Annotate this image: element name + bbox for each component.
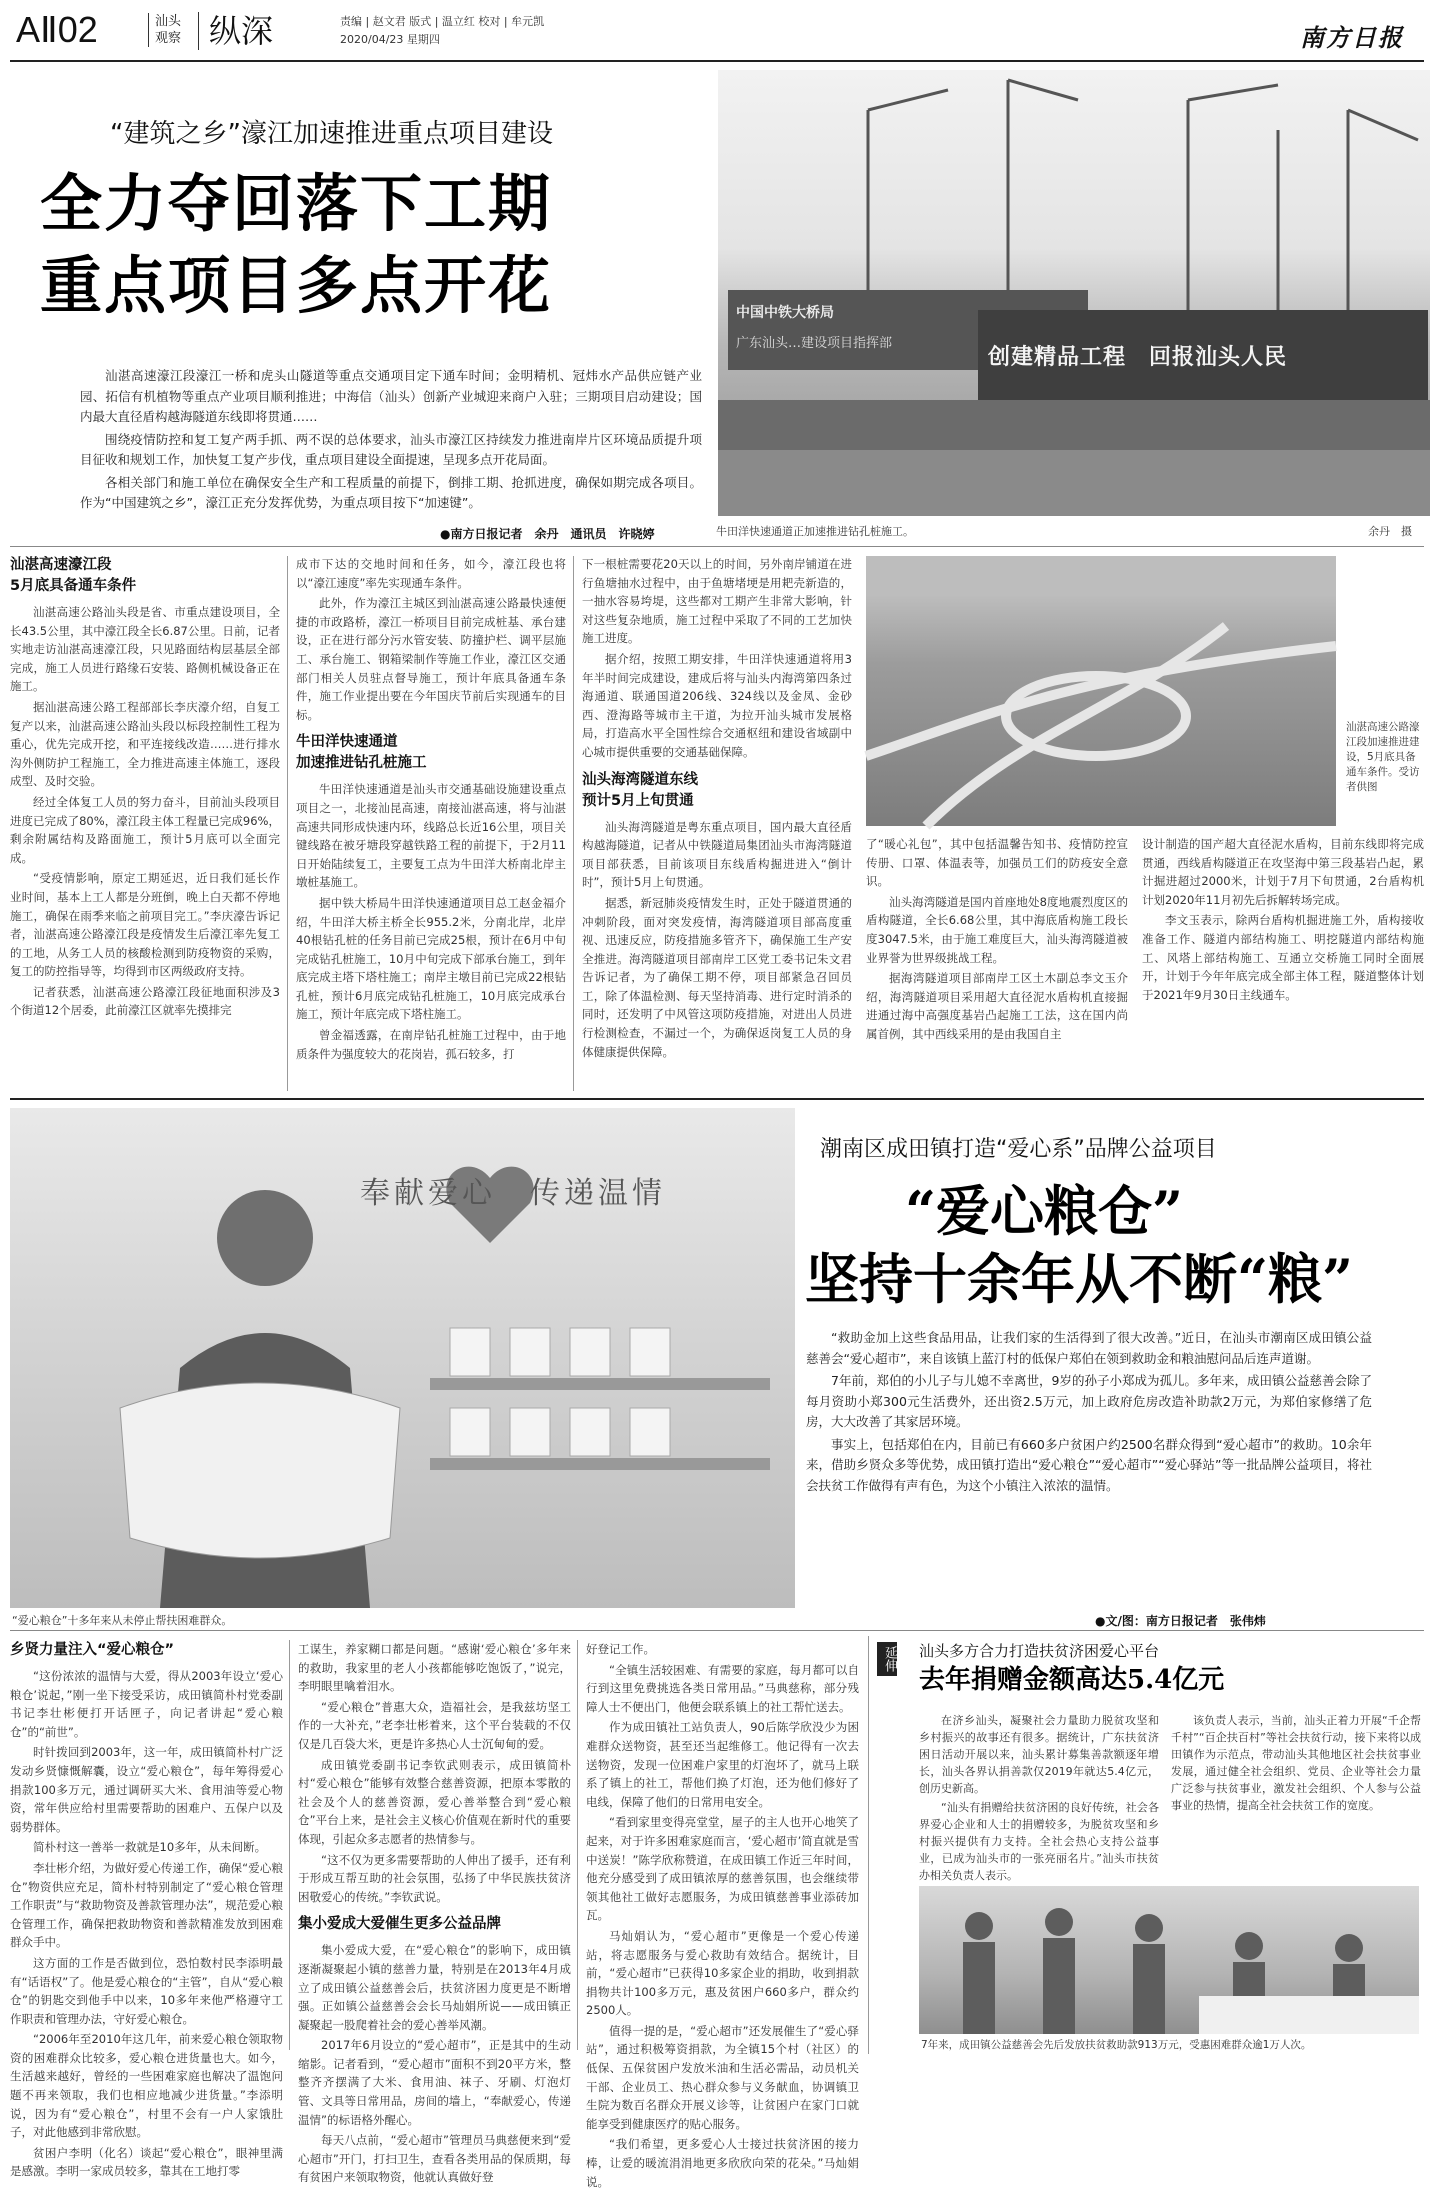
story1-lead xyxy=(80,366,702,516)
story3-p3: 该负责人表示，当前，汕头正着力开展“千企帮千村”“百企扶百村”等社会扶贫行动，接下来将以成田镇作为示范点，带动汕头其他地区社会扶贫事业发展，通过健全社会组织、党员、企业等社会力量广泛参与扶贫事业，激发社会组织、个人参与公益事业的热情，提高全社会扶贫工作的宽度。 xyxy=(1171,1714,1421,1812)
story3-headline: 去年捐赠金额高达5.4亿元 xyxy=(919,1665,1225,1695)
story3-kicker: 汕头多方合力打造扶贫济困爱心平台 xyxy=(919,1642,1160,1660)
story1-col2 xyxy=(296,555,566,1095)
story1-photo-credit: 余丹 摄 xyxy=(1368,525,1412,538)
story2-photo xyxy=(10,1108,795,1608)
story1-col2-p2: 此外，作为濠江主城区到汕湛高速公路最快速便捷的市政路桥，濠江一桥项目目前完成桩基、承台建设，正在进行部分污水管安装、防撞护栏、调平层施工、承台施工、钢箱梁制作等施工作业，濠江区交通部门相关人员驻点督导施工，预计年底具备通车条件，施工作业提出要在今年国庆节前后实现通车的目标。 xyxy=(296,596,566,722)
story2-lead-p1: “救助金加上这些食品用品，让我们家的生活得到了很大改善。”近日，在汕头市潮南区成田镇公益慈善会“爱心超市”，来自该镇上蓝汀村的低保户郑伯在领到救助金和粮油慰问品后连声道谢。 xyxy=(806,1330,1372,1366)
story2-col1 xyxy=(10,1640,283,2179)
story1-col3-p1: 下一根桩需要花20天以上的时间，另外南岸铺道在进行鱼塘抽水过程中，由于鱼塘堵埂是用耙壳新造的，一抽水容易垮堤，这些都对工期产生非常大影响，针对这些复杂地质，施工过程中采取了不同的工艺加快施工进度。 xyxy=(582,557,852,646)
photo-banner-left: 中国中铁大桥局 xyxy=(736,305,834,321)
col-rule xyxy=(287,556,288,1091)
story2-c2-p4: “这不仅为更多需要帮助的人伸出了援手，还有利于形成互帮互助的社会氛围，弘扬了中华民族扶贫济困敬爱心的传统。”李钦武说。 xyxy=(298,1852,571,1904)
story1-col4-p3: 据海湾隧道项目部南岸工区土木副总李文玉介绍，海湾隧道项目采用超大直径泥水盾构机直接掘进通过海中高强度基岩凸起施工工法，这在国内尚属首例，其中西线采用的是由我国自主 xyxy=(866,971,1128,1041)
story1-col2-sub-line2: 加速推进钻孔桩施工 xyxy=(296,755,427,772)
story3-p1: 在济乡汕头，凝聚社会力量助力脱贫攻坚和乡村振兴的故事还有很多。据统计，广东扶贫济困日活动开展以来，汕头累计募集善款额逐年增长，汕头各界认捐善款仅2019年就达5.4亿元，创历史新高。 xyxy=(919,1714,1159,1795)
editors: 责编 | 赵文君 版式 | 温立红 校对 | 牟元凯 xyxy=(340,15,545,28)
story1-main-photo xyxy=(718,70,1430,516)
construction-scene-graphic xyxy=(718,70,1430,516)
story2-c3-p4: “看到家里变得亮堂堂，屋子的主人也开心地笑了起来，对于许多困难家庭而言，‘爱心超市’简直就是雪中送炭！”陈学欣称赞道，在成田镇工作近三年时间，他充分感受到了成田镇浓厚的慈善氛围，也会继续带领其他社工做好志愿服务，为成田镇慈善事业添砖加瓦。 xyxy=(586,1815,859,1923)
story1-col1-sub-line1: 汕湛高速濠江段 xyxy=(10,557,112,573)
story1-col1-p4: “受疫情影响，原定工期延迟，近日我们延长作业时间，基本上工人都是分班倒，晚上白天都不停地施工，确保在雨季来临之前项目完工。”李庆濠告诉记者，汕湛高速公路濠江段是疫情发生后濠江率先复工的工地，从务工人员的核酸检测到防疫物资的采购，复工的防控指导等，均得到市区两级政府支持。 xyxy=(10,871,280,979)
story2-c3-p1: 好登记工作。 xyxy=(586,1642,655,1656)
story1-col5-p2: 李文玉表示，除两台盾构机掘进施工外，盾构接收准备工作、隧道内部结构施工、明挖隧道内部结构施工、风塔上部结构施工、互通立交桥施工同时全面展开，计划于今年年底完成全部主体工程，隧道整体计划于2021年9月30日主线通车。 xyxy=(1142,913,1424,1002)
page-header xyxy=(0,0,1434,58)
masthead: 南方日报 xyxy=(1300,23,1404,52)
story2-headline-2: 坚持十余年从不断“粮” xyxy=(805,1247,1354,1311)
story1-col2-p3: 牛田洋快速通道是汕头市交通基础设施建设重点项目之一，北接汕昆高速，南接汕湛高速，将与汕湛高速共同形成快速内环，线路总长近16公里，项目关键线路在被牙塘段穿越铁路工程的前提下，于2月11日开始陆续复工，主要复工点为牛田洋大桥南北岸主墩桩基施工。 xyxy=(296,782,566,890)
story1-col4 xyxy=(866,835,1128,1095)
story1-col3-sub-line1: 汕头海湾隧道东线 xyxy=(582,771,698,788)
story1-col3-p4: 据悉，新冠肺炎疫情发生时，正处于隧道贯通的冲刺阶段，面对突发疫情，海湾隧道项目部高度重视、迅速反应，防疫措施多管齐下，确保施工生产安全推进。海湾隧道项目部南岸工区党工委书记朱文君告诉记者，为了确保工期不停，项目部紧急召回员工，除了体温检测、每天坚持消毒、进行定时消杀的同时，还发明了中风管这项防疫措施，对进出人员进行检测检查，不漏过一个，为确保返岗复工人员的身体健康提供保障。 xyxy=(582,895,852,1059)
story2-c2-p6: 2017年6月设立的“爱心超市”，正是其中的生动缩影。记者看到，“爱心超市”面积不到20平方米，整整齐齐摆满了大米、食用油、袜子、牙刷、灯泡灯管、文具等日常用品，房间的墙上，“奉献爱心，传递温情”的标语格外醒心。 xyxy=(298,2038,571,2127)
section-title: 纵深 xyxy=(198,12,273,50)
story2-col2 xyxy=(298,1640,571,2185)
col-rule xyxy=(577,1640,578,2050)
story1-col5-p1: 设计制造的国产超大直径泥水盾构，目前东线即将完成贯通，西线盾构隧道正在攻坚海中第三段基岩凸起，累计掘进超过2000米，计划于7月下旬贯通，2台盾构机计划2020年11月初先后拆解转场完成。 xyxy=(1142,837,1424,907)
photo-banner-left2: 广东汕头…建设项目指挥部 xyxy=(736,336,893,351)
story1-col5 xyxy=(1142,835,1424,1095)
story1-col1-p1: 汕湛高速公路汕头段是省、市重点建设项目，全长43.5公里，其中濠江段全长6.87公里。日前，记者实地走访汕湛高速濠江段，只见路面结构层基层全部完成，施工人员进行路缘石安装、路侧机械设备正在施工。 xyxy=(10,605,280,694)
story2-c2-p2: “爱心粮仓”普惠大众，造福社会，是我兹坊坚工作的一大补充，”老李壮彬着来，这个平台装载的不仅仅是几百袋大米，更是许多热心人士沉甸甸的爱。 xyxy=(298,1699,571,1751)
col-rule xyxy=(289,1640,290,2050)
story1-col3-sub-line2: 预计5月上旬贯通 xyxy=(582,792,694,809)
story1-col3-subhead xyxy=(582,770,852,812)
section-label xyxy=(148,13,193,47)
story1-headline-1: 全力夺回落下工期 xyxy=(40,167,553,240)
story2-lead-p2: 7年前，郑伯的小儿子与儿媳不幸离世，9岁的孙子小郑成为孤儿。多年来，成田镇公益慈善会除了每月资助小郑300元生活费外，还出资2.5万元，加上政府危房改造补助款2万元，为郑伯家修缮了危房，大大改善了其家居环境。 xyxy=(806,1373,1372,1429)
story2-kicker: 潮南区成田镇打造“爱心系”品牌公益项目 xyxy=(820,1137,1217,1162)
section-top: 汕头 xyxy=(155,14,182,29)
story1-lead-p1: 汕湛高速濠江段濠江一桥和虎头山隧道等重点交通项目定下通车时间；金明精机、冠炜水产品供应链产业园、拓信有机植物等重点产业项目顺利推进；中海信（汕头）创新产业城迎来商户入驻；三期项目启动建设；国内最大直径盾构越海隧道东线即将贯通…… xyxy=(80,368,702,424)
story2-c2-p3: 成田镇党委副书记李钦武则表示，成田镇简朴村“爱心粮仓”能够有效整合慈善资源，把原本零散的社会及个人的慈善资源，爱心善举整合到“爱心粮仓”平台上来，是社会主义核心价值观在新时代的重要体现，引起众多志愿者的热情参与。 xyxy=(298,1757,571,1846)
story2-lead-p3: 事实上，包括郑伯在内，目前已有660多户贫困户约2500名群众得到“爱心超市”的救助。10余年来，借助乡贤众多等优势，成田镇打造出“爱心粮仓”“爱心超市”“爱心驿站”等一批品牌公益项目，将社会扶贫工作做得有声有色，为这个小镇注入浓浓的温情。 xyxy=(806,1436,1372,1493)
section-bottom: 观察 xyxy=(155,31,182,46)
photo-banner-right: 创建精品工程 回报汕头人民 xyxy=(988,345,1288,370)
story2-c1-p4: 李壮彬介绍，为做好爱心传递工作，确保“爱心粮仓”物资供应充足，简朴村特别制定了“爱心粮仓管理工作职责”与“救助物资及善款管理办法”，规范爱心粮仓管理工作，确保把救助物资和善款精准发放到困难群众手中。 xyxy=(10,1860,283,1950)
volunteers-graphic xyxy=(919,1886,1419,2034)
story1-col3 xyxy=(582,555,852,1095)
story2-c1-p1: “这份浓浓的温情与大爱，得从2003年设立‘爱心粮仓’说起，”刚一坐下接受采访，成田镇简朴村党委副书记李壮彬便打开话匣子，向记者讲起“爱心粮仓”的“前世”。 xyxy=(10,1669,283,1739)
story1-col4-p2: 汕头海湾隧道是国内首座地处8度地震烈度区的盾构隧道，全长6.68公里，其中海底盾构施工段长度3047.5米，由于施工难度巨大，汕头海湾隧道被业界誉为世界级挑战工程。 xyxy=(866,894,1128,965)
story1-col2-sub-line1: 牛田洋快速通道 xyxy=(296,734,398,751)
story1-headline-2: 重点项目多点开花 xyxy=(40,249,553,322)
story2-c3-p7: “我们希望，更多爱心人士接过扶贫济困的接力棒，让爱的暖流涓涓地更多欣欣向荣的花朵。”马灿娟说。 xyxy=(586,2137,859,2189)
story2-headline-1: “爱心粮仓” xyxy=(905,1179,1184,1243)
story2-subhead-1: 乡贤力量注入“爱心粮仓” xyxy=(10,1642,175,1658)
story1-aerial-caption: 汕湛高速公路濠江段加速推进建设，5月底具备通车条件。受访者供图 xyxy=(1346,721,1420,793)
story3-photo xyxy=(919,1886,1419,2034)
story1-kicker: “建筑之乡”濠江加速推进重点项目建设 xyxy=(110,119,553,149)
story2-col3 xyxy=(586,1640,859,2189)
story1-lead-p3: 各相关部门和施工单位在确保安全生产和工程质量的前提下，倒排工期、抢抓进度，确保如期完成各项目。作为“中国建筑之乡”，濠江正充分发挥优势，为重点项目按下“加速键”。 xyxy=(80,474,702,510)
story1-col4-p1: 了“暖心礼包”，其中包括温馨告知书、疫情防控宣传册、口罩、体温表等，加强员工们的防疫安全意识。 xyxy=(866,837,1128,889)
page-code: AⅡ02 xyxy=(16,9,98,50)
story3-photo-caption: 7年来，成田镇公益慈善会先后发放扶贫救助款913万元，受惠困难群众逾1万人次。 xyxy=(921,2039,1312,2051)
story2-divider xyxy=(10,1630,1424,1631)
story2-c1-p6: “2006年至2010年这几年，前来爱心粮仓领取物资的困难群众比较多，爱心粮仓进货量也大。如今，生活越来越好，曾经的一些困难家庭也解决了温饱问题不再来领取，我们也相应地减少进货量。”李添明说，因为有“爱心粮仓”，村里不会有一户人家饿肚子，对此他感到非常欣慰。 xyxy=(10,2032,283,2140)
story1-col2-subhead xyxy=(296,732,566,774)
story3-p2: “汕头有捐赠给扶贫济困的良好传统，社会各界爱心企业和人士的捐赠较多，为脱贫攻坚和乡村振兴提供有力支持。全社会热心支持公益事业，已成为汕头市的一张亮丽名片。”汕头市扶贫办相关负责人表示。 xyxy=(919,1801,1159,1882)
highway-interchange-graphic xyxy=(866,556,1336,826)
story2-c2-p7: 每天八点前，“爱心超市”管理员马典慈便来到“爱心超市”开门，打扫卫生，查看各类用品的保质期，每有贫困户来领取物资，他就认真做好登 xyxy=(298,2133,571,2185)
story1-byline: ●南方日报记者 余丹 通讯员 许晓婷 xyxy=(440,527,655,541)
story2-c2-p1: 工谋生，养家糊口都是问题。“感谢‘爱心粮仓’多年来的救助，我家里的老人小孩都能够吃饱饭了，”说完，李明眼里噙着泪水。 xyxy=(298,1642,571,1694)
story2-c3-p5: 马灿娟认为，“爱心超市”更像是一个爱心传递站，将志愿服务与爱心救助有效结合。据统计，目前，“爱心超市”已获得10多家企业的捐助，收到捐款捐物共计100多万元，惠及贫困户660多户，群众约2500人。 xyxy=(586,1928,859,2018)
story3-side-label: 延伸 xyxy=(877,1642,897,1676)
story2-c3-p2: “全镇生活较困难、有需要的家庭，每月都可以自行到这里免费挑选各类日常用品。”马典慈称，部分残障人士不便出门，他便会联系镇上的社工帮忙送去。 xyxy=(586,1662,859,1714)
story-divider xyxy=(10,1098,1424,1100)
story3-col1 xyxy=(919,1712,1159,1882)
story2-c1-p5: 这方面的工作是否做到位，恐怕数村民李添明最有“话语权”了。他是爱心粮仓的“主管”，自从“爱心粮仓”的钥匙交到他手中以来，10多年来他严格遵守工作职责和管理办法，守好爱心粮仓。 xyxy=(10,1955,283,2026)
story2-c1-p3: 简朴村这一善举一救就是10多年，从未间断。 xyxy=(33,1840,267,1855)
story2-byline: ●文/图：南方日报记者 张伟炜 xyxy=(1095,1614,1266,1628)
story1-col1-p3: 经过全体复工人员的努力奋斗，目前汕头段项目进度已完成了80%，濠江段主体工程量已完成96%，剩余附属结构及路面施工，预计5月底可以全面完成。 xyxy=(10,794,280,865)
story2-lead xyxy=(806,1328,1372,1498)
story3-box xyxy=(868,1636,1425,2054)
story1-col1-p2: 据汕湛高速公路工程部部长李庆濠介绍，自复工复产以来，汕湛高速公路汕头段以标段控制性工程为重心，优先完成开挖，和平连接线改造……进行排水沟外侧防护工程施工，全力推进高速主体施工，逐段成型、及时交验。 xyxy=(10,699,280,789)
story1-col1-subhead xyxy=(10,555,280,597)
story2-c3-p3: 作为成田镇社工站负责人，90后陈学欣没少为困难群众送物资，甚至还当起维修工。他记得有一次去送物资，发现一位困难户家里的灯泡坏了，就马上联系了镇上的社工，帮他们换了灯泡，还为他们修好了电线，保障了他们的日常用电安全。 xyxy=(586,1720,859,1809)
story2-c1-p7: 贫困户李明（化名）谈起“爱心粮仓”，眼神里满是感激。李明一家成员较多，靠其在工地打零 xyxy=(10,2145,283,2179)
story1-col2-p5: 曾金福透露，在南岸钻孔桩施工过程中，由于地质条件为强度较大的花岗岩，孤石较多，打 xyxy=(296,1028,566,1061)
col-rule xyxy=(573,556,574,1091)
story1-col2-p4: 据中铁大桥局牛田洋快速通道项目总工赵金福介绍，牛田洋大桥主桥全长955.2米，分南北岸，北岸40根钻孔桩的任务目前已完成25根，预计在6月中旬完成钻孔桩施工，10月中旬完成下部承台施工，到年底完成主塔下塔柱施工；南岸主墩目前已完成22根钻孔桩，预计6月底完成钻孔桩施工，10月底完成承台施工，预计年底完成下塔柱施工。 xyxy=(296,895,566,1022)
story2-c2-p5: 集小爱成大爱，在“爱心粮仓”的影响下，成田镇逐渐凝聚起小镇的慈善力量，特别是在2013年4月成立了成田镇公益慈善会后，扶贫济困力度更是不断增强。正如镇公益慈善会会长马灿娟所说——成田镇正凝聚起一股爬着社会的爱心善举风潮。 xyxy=(298,1943,571,2032)
story1-col1 xyxy=(10,555,280,1095)
story2-c3-p6: 值得一提的是，“爱心超市”还发展催生了“爱心驿站”，通过积极筹资捐款，为全镇15个村（社区）的低保、五保贫困户发放米油和生活必需品，动员机关干部、企业员工、热心群众参与义务献血，协调镇卫生院为数百名群众开展义诊等，让贫困户在家门口就能享受到健康医疗的贴心服务。 xyxy=(586,2023,859,2131)
story2-subhead-2: 集小爱成大爱催生更多公益品牌 xyxy=(298,1916,501,1933)
story1-col1-p5: 记者获悉，汕湛高速公路濠江段征地面积涉及3个街道12个居委，此前濠江区就率先摸排完 xyxy=(10,984,280,1018)
story2-c1-p2: 时针拨回到2003年，这一年，成田镇简朴村广泛发动乡贤慷慨解囊，设立“爱心粮仓”，每年筹得爱心捐款100多万元，通过调研买大米、食用油等爱心物资，常年供应给村里需要帮助的困难户、五保户以及弱势群体。 xyxy=(10,1745,283,1834)
story2-photo-caption: “爱心粮仓”十多年来从未停止帮扶困难群众。 xyxy=(12,1614,233,1627)
story1-col1-sub-line2: 5月底具备通车条件 xyxy=(10,578,137,594)
story1-col3-p2: 据介绍，按照工期安排，牛田洋快速通道将用3年半时间完成建设，建成后将与汕头内海湾第四条过海通道、联通国道206线、324线以及金凤、金砂西、澄海路等城市主干道，为拉开汕头城市发展格局，打造高水平全国性综合交通枢纽和建设省域副中心城市提供重要的交通基础保障。 xyxy=(582,651,852,759)
story3-col2 xyxy=(1171,1712,1421,1878)
header-rule xyxy=(10,60,1424,62)
story2-photo-banner: 奉献爱心 传递温情 xyxy=(360,1176,666,1211)
story1-col3-p3: 汕头海湾隧道是粤东重点项目，国内最大直径盾构越海隧道，记者从中铁隧道局集团汕头市海湾隧道项目部获悉，目前该项目东线盾构掘进进入“倒计时”，预计5月上旬贯通。 xyxy=(582,819,852,890)
issue-date: 2020/04/23 星期四 xyxy=(340,33,440,46)
story1-lead-p2: 围绕疫情防控和复工复产两手抓、两不误的总体要求，汕头市濠江区持续发力推进南岸片区环境品质提升项目征收和规划工作，加快复工复产步伐，重点项目建设全面提速，呈现多点开花局面。 xyxy=(80,431,702,467)
story1-aerial-photo xyxy=(866,556,1336,826)
story1-col2-p1: 成市下达的交地时间和任务，如今，濠江段也将以“濠江速度”率先实现通车条件。 xyxy=(296,557,566,590)
story1-divider xyxy=(10,546,1424,547)
story1-photo-caption: 牛田洋快速通道正加速推进钻孔桩施工。 xyxy=(716,525,914,538)
